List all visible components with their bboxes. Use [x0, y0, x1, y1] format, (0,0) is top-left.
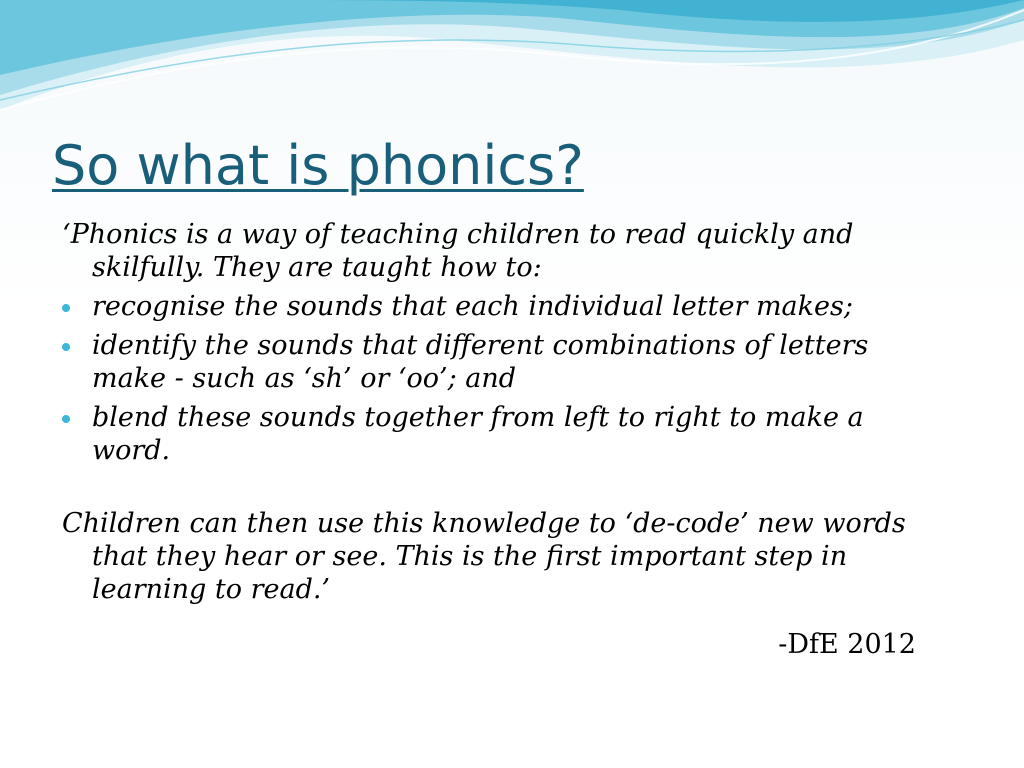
- attribution: -DfE 2012: [778, 629, 916, 660]
- slide-title: So what is phonics?: [52, 134, 584, 197]
- bullet-text: recognise the sounds that each individual letter makes;: [92, 291, 853, 322]
- bullet-text: blend these sounds together from left to right to make a word.: [92, 402, 864, 466]
- slide-body: [62, 218, 942, 606]
- paragraph-spacer: [62, 467, 942, 507]
- header-wave-decoration: [0, 0, 1024, 130]
- conclusion-paragraph: Children can then use this knowledge to ‘de-code’ new words that they hear or see. This is the first important step in learning to read.’: [62, 508, 906, 605]
- intro-paragraph: ‘Phonics is a way of teaching children to read quickly and skilfully. They are taught how to:: [62, 219, 854, 283]
- bullet-item: [62, 290, 942, 323]
- bullet-dot-icon: [62, 343, 70, 351]
- bullet-dot-icon: [62, 304, 70, 312]
- bullet-item: [62, 329, 942, 395]
- bullet-text: identify the sounds that different combinations of letters make - such as ‘sh’ or ‘oo’; and: [92, 330, 869, 394]
- bullet-dot-icon: [62, 415, 70, 423]
- bullet-item: [62, 401, 942, 467]
